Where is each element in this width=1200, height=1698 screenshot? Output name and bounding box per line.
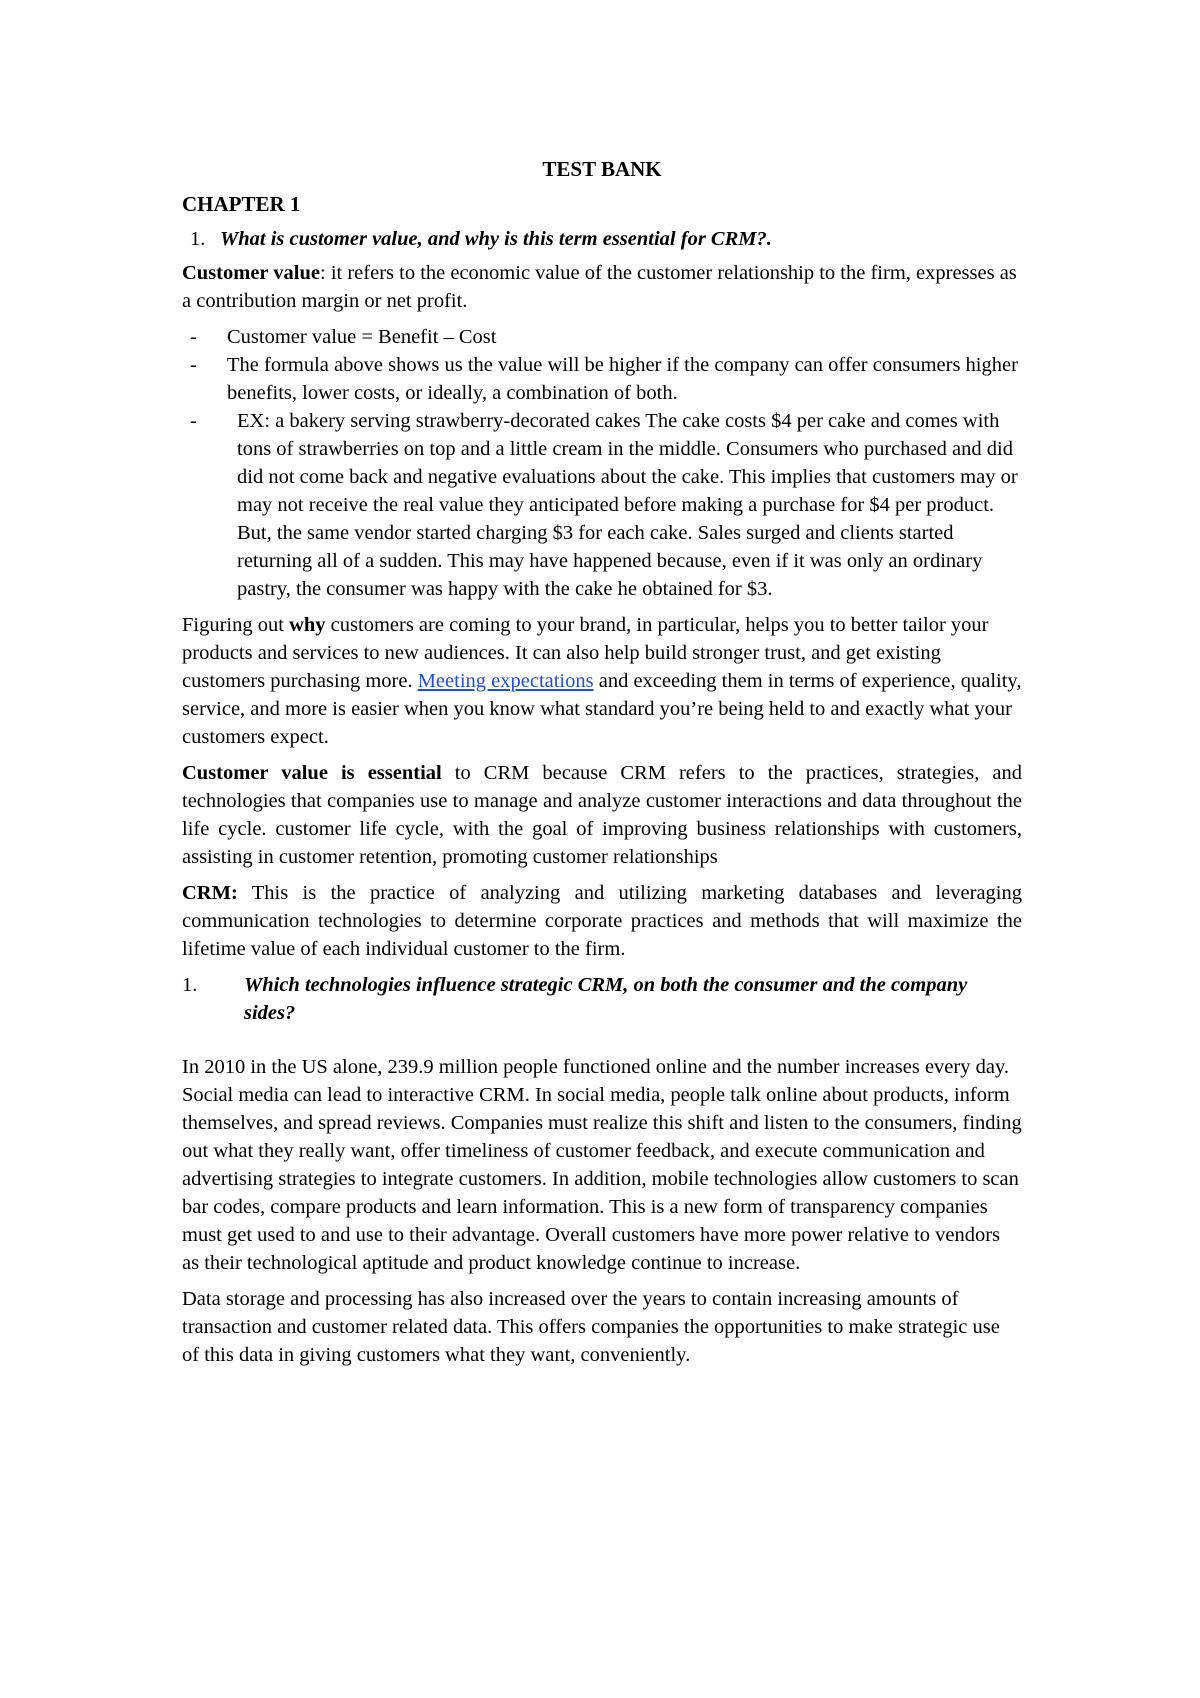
customer-value-bullets bbox=[182, 323, 1022, 603]
crm-bold: CRM: bbox=[182, 882, 238, 904]
bullet-dash: - bbox=[190, 354, 197, 376]
document-title: TEST BANK bbox=[542, 157, 662, 181]
why-paragraph bbox=[182, 611, 1022, 751]
example-part-1: EX: a bakery serving strawberry-decorated cakes The cake costs $4 per cake and comes with tons of strawberries on top and a little cream in the middle. Consumers who purchased and did did not come back and negative evaluations about the cake. This implies that customers may or may not receive the real value they anticipated before making a purchase for $4 per product. bbox=[237, 410, 1018, 516]
question-2-number: 1. bbox=[182, 974, 198, 996]
bullet-example bbox=[182, 407, 1022, 603]
question-2-text: Which technologies influence strategic CRM, on both the consumer and the company sides? bbox=[244, 974, 968, 1024]
chapter-heading: CHAPTER 1 bbox=[182, 192, 301, 216]
essential-text: to CRM because CRM refers to the practices, strategies, and technologies that companies use to manage and analyze customer interactions and data throughout the life cycle. customer life cycle, with the goal of improving business relationships with customers, assisting in customer retention, promoting customer relationships bbox=[182, 762, 1023, 868]
question-1-number: 1. bbox=[190, 228, 206, 250]
bullet-formula-note bbox=[182, 351, 1022, 407]
why-after: and exceeding them in terms of experience, quality, service, and more is easier when you know what standard you’re being held to and exactly what your customers expect. bbox=[182, 670, 1022, 748]
question-2 bbox=[182, 971, 1022, 1027]
essential-bold: Customer value is essential bbox=[182, 762, 442, 784]
question-1 bbox=[182, 225, 1022, 253]
document-body bbox=[182, 190, 1022, 1377]
data-storage-paragraph: Data storage and processing has also increased over the years to contain increasing amounts of transaction and customer related data. This offers companies the opportunities to make strategic use of this data in giving customers what they want, conveniently. bbox=[182, 1288, 1000, 1366]
crm-text: This is the practice of analyzing and utilizing marketing databases and leveraging communication technologies to determine corporate practices and methods that will maximize the lifetime value of each individual customer to the firm. bbox=[182, 882, 1022, 960]
essential-paragraph bbox=[182, 759, 1022, 871]
bullet-formula-text: Customer value = Benefit – Cost bbox=[227, 326, 497, 348]
why-before: Figuring out bbox=[182, 614, 290, 636]
spacer bbox=[182, 1033, 1022, 1053]
bullet-formula-note-text: The formula above shows us the value will be higher if the company can offer consumers higher benefits, lower costs, or ideally, a combination of both. bbox=[227, 354, 1018, 404]
bullet-dash: - bbox=[190, 410, 197, 432]
meeting-expectations-link[interactable]: Meeting expectations bbox=[417, 670, 594, 692]
crm-paragraph bbox=[182, 879, 1022, 963]
bullet-formula bbox=[182, 323, 1022, 351]
bullet-dash: - bbox=[190, 326, 197, 348]
question-1-text: What is customer value, and why is this term essential for CRM?. bbox=[220, 228, 772, 250]
why-middle: customers are coming to your brand, in particular, helps you to better tailor your products and services to new audiences. It can also help build stronger trust, and get existing customers purchasing more. bbox=[182, 614, 989, 692]
technology-paragraph: In 2010 in the US alone, 239.9 million people functioned online and the number increases every day. Social media can lead to interactive CRM. In social media, people talk online about products, inform themselves, and spread reviews. Companies must realize this shift and listen to the consumers, finding out what they really want, offer timeliness of customer feedback, and execute communication and advertising strategies to integrate customers. In addition, mobile technologies allow customers to scan bar codes, compare products and learn information. This is a new form of transparency companies must get used to and use to their advantage. Overall customers have more power relative to vendors as their technological aptitude and product knowledge continue to increase. bbox=[182, 1056, 1022, 1274]
bullet-example-text bbox=[237, 407, 1022, 603]
why-bold: why bbox=[289, 614, 326, 636]
customer-value-text: : it refers to the economic value of the customer relationship to the firm, expresses as a contribution margin or net profit. bbox=[182, 262, 1017, 312]
customer-value-definition bbox=[182, 259, 1022, 315]
customer-value-label: Customer value bbox=[182, 262, 320, 284]
example-part-2: But, the same vendor started charging $3 for each cake. Sales surged and clients started returning all of a sudden. This may have happened because, even if it was only an ordinary pastry, the consumer was happy with the cake he obtained for $3. bbox=[237, 522, 983, 600]
